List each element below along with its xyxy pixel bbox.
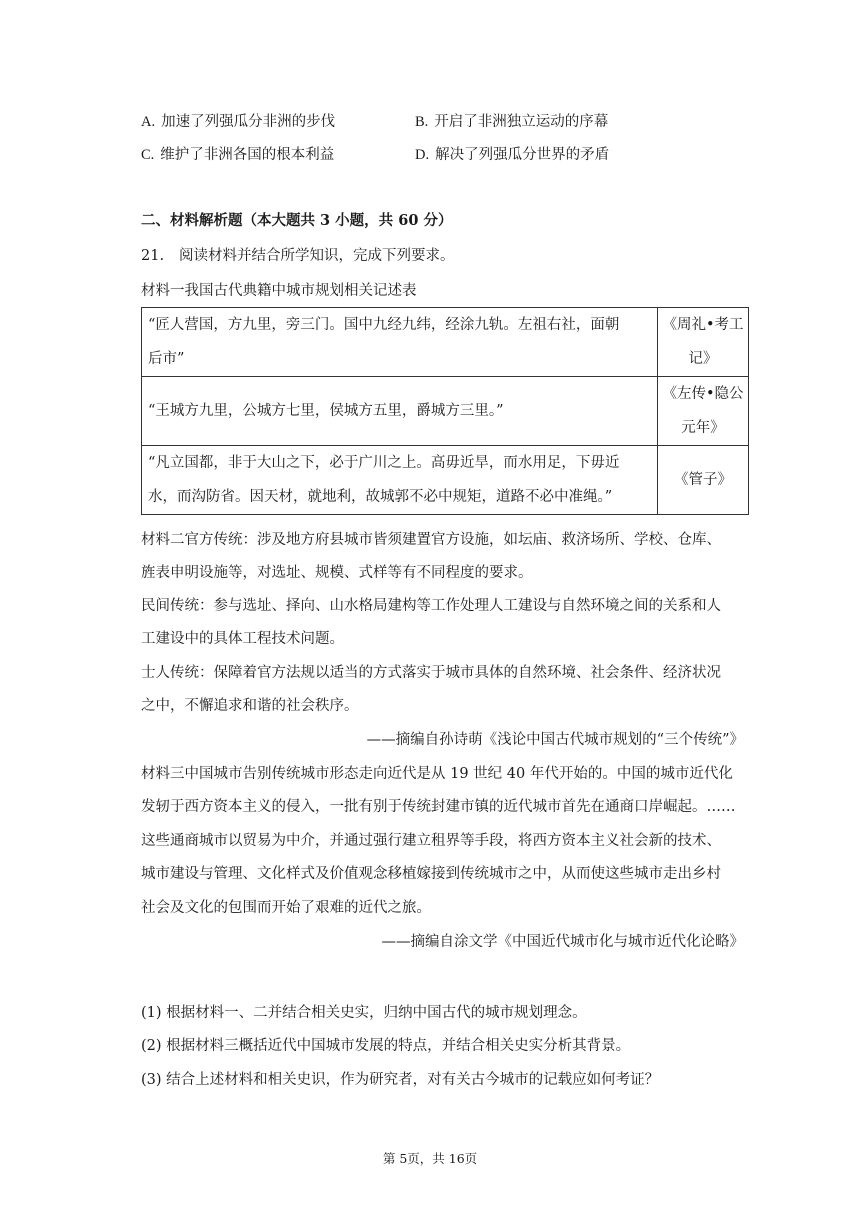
table-cell-quote	[142, 377, 658, 446]
section-heading: 二、材料解析题（本大题共 3 小题，共 60 分）	[141, 212, 453, 229]
sub-question: (3) 结合上述材料和相关史识，作为研究者，对有关古今城市的记载应如何考证？	[141, 1072, 660, 1088]
table-cell-quote	[142, 308, 658, 377]
material1-table	[141, 307, 749, 515]
option-c	[141, 145, 334, 165]
option-letter: D.	[415, 147, 430, 163]
sub-question: (1) 根据材料一、二并结合相关史实，归纳中国古代的城市规划理念。	[141, 1005, 587, 1021]
quote-line: 水，而沟防省。因天材，就地利，故城郭不必中规矩，道路不必中准绳。”	[148, 489, 613, 505]
source-line: 元年》	[681, 420, 725, 436]
material2-line: 之中，不懈追求和谐的社会秩序。	[141, 698, 359, 714]
source-line: 《管子》	[674, 472, 732, 488]
material2-line: 工建设中的具体工程技术问题。	[141, 631, 344, 647]
material2-line: 旌表申明设施等，对选址、规模、式样等有不同程度的要求。	[141, 565, 533, 581]
source-line: 记》	[688, 351, 718, 367]
material2-line: 士人传统：保障着官方法规以适当的方式落实于城市具体的自然环境、社会条件、经济状况	[141, 665, 721, 681]
material3-line: 材料三中国城市告别传统城市形态走向近代是从 19 世纪 40 年代开始的。中国的城市近代化	[141, 766, 733, 782]
source-line: 《周礼•考工	[662, 317, 744, 333]
question-21	[141, 246, 455, 266]
quote-line: “凡立国都，非于大山之下，必于广川之上。高毋近旱，而水用足，下毋近	[148, 455, 620, 471]
table-cell-quote	[142, 446, 658, 515]
material2-line: 民间传统：参与选址、择向、山水格局建构等工作处理人工建设与自然环境之间的关系和人	[141, 598, 721, 614]
material2-line: 材料二官方传统：涉及地方府县城市皆须建置官方设施，如坛庙、救济场所、学校、仓库、	[141, 532, 721, 548]
option-text: 维护了非洲各国的根本利益	[160, 147, 335, 163]
quote-line: 后市”	[148, 351, 185, 367]
option-letter: A.	[141, 114, 156, 130]
table-cell-source	[658, 446, 749, 515]
material3-line: 社会及文化的包围而开始了艰难的近代之旅。	[141, 900, 431, 916]
option-text: 解决了列强瓜分世界的矛盾	[435, 147, 610, 163]
source-line: 《左传•隐公	[662, 386, 744, 402]
question-number: 21.	[141, 248, 165, 264]
option-a	[141, 112, 335, 132]
material3-line: 这些通商城市以贸易为中介，并通过强行建立租界等手段，将西方资本主义社会新的技术、	[141, 833, 721, 849]
option-letter: B.	[415, 114, 429, 130]
question-prompt: 阅读材料并结合所学知识，完成下列要求。	[179, 248, 455, 264]
option-d	[415, 145, 609, 165]
option-b	[415, 112, 608, 132]
option-letter: C.	[141, 147, 155, 163]
quote-line: “王城方九里，公城方七里，侯城方五里，爵城方三里。”	[148, 403, 504, 419]
material3-line: 发轫于西方资本主义的侵入，一批有别于传统封建市镇的近代城市首先在通商口岸崛起。……	[141, 799, 736, 815]
material3-line: 城市建设与管理、文化样式及价值观念移植嫁接到传统城市之中，从而使这些城市走出乡村	[141, 866, 721, 882]
page-number: 第 5页，共 16页	[382, 1151, 478, 1166]
material1-title: 材料一我国古代典籍中城市规划相关记述表	[141, 283, 417, 299]
table-row	[142, 377, 749, 446]
material2-citation: ——摘编自孙诗萌《浅论中国古代城市规划的“三个传统”》	[366, 732, 744, 748]
sub-question: (2) 根据材料三概括近代中国城市发展的特点，并结合相关史实分析其背景。	[141, 1038, 631, 1054]
option-text: 开启了非洲独立运动的序幕	[434, 114, 609, 130]
table-cell-source	[658, 377, 749, 446]
table-row	[142, 446, 749, 515]
table-row	[142, 308, 749, 377]
option-text: 加速了列强瓜分非洲的步伐	[161, 114, 336, 130]
quote-line: “匠人营国，方九里，旁三门。国中九经九纬，经涂九轨。左祖右社，面朝	[148, 317, 620, 333]
table-cell-source	[658, 308, 749, 377]
material3-citation: ——摘编自涂文学《中国近代城市化与城市近代化论略》	[381, 934, 744, 950]
